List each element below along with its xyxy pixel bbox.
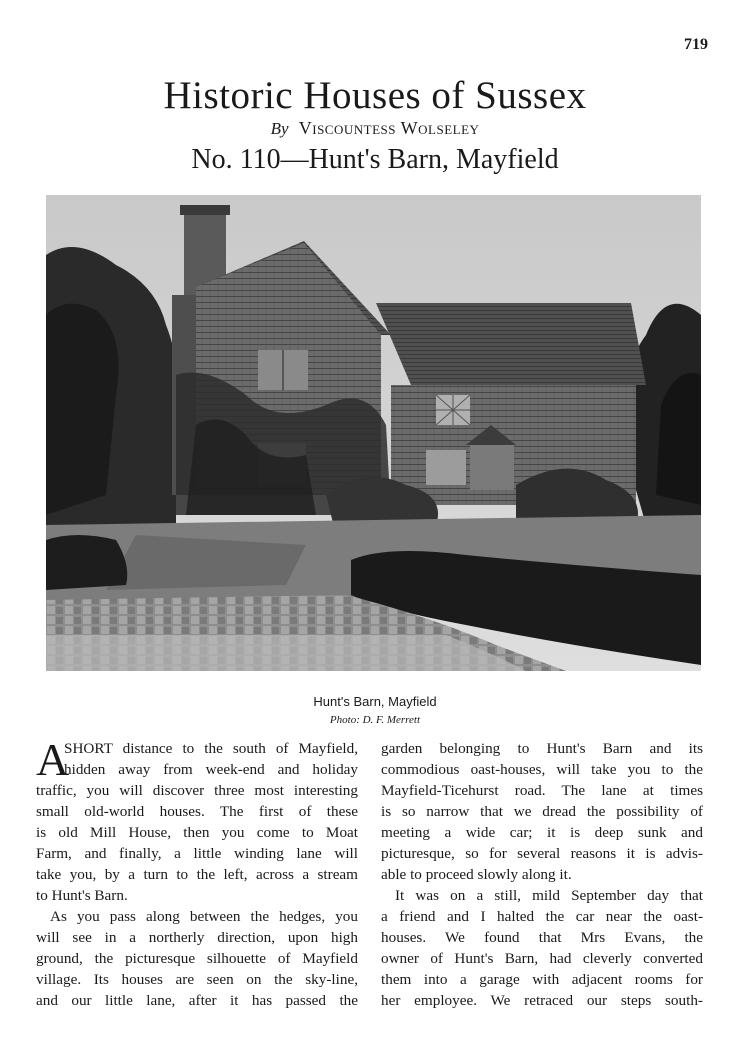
- text-line: houses. We found that Mrs Evans, the: [381, 929, 703, 946]
- photo-credit: Photo: D. F. Merrett: [329, 714, 421, 726]
- third-paragraph: [381, 885, 703, 1011]
- opening-paragraph: [36, 734, 358, 906]
- text-line: meeting a wide car; it is deep sunk and: [381, 824, 703, 841]
- article-subtitle: No. 110—Hunt's Barn, Mayfield: [191, 144, 559, 175]
- text-line: ground, the picturesque silhouette of Mayfield: [36, 950, 358, 967]
- text-line: village. Its houses are seen on the sky-line,: [36, 971, 358, 988]
- text-line: commodious oast-houses, will take you to the: [381, 761, 703, 778]
- text-line: SHORT distance to the south of Mayfield,: [64, 740, 358, 757]
- text-line: and our little lane, after it has passed the: [36, 992, 358, 1009]
- text-line: a friend and I halted the car near the oast-: [381, 908, 703, 925]
- text-line: Farm, and finally, a little winding lane will: [36, 845, 358, 862]
- text-line: to Hunt's Barn.: [36, 887, 128, 904]
- text-line: picturesque, so for several reasons it is advis-: [381, 845, 703, 862]
- text-line: able to proceed slowly along it.: [381, 866, 572, 883]
- text-line: hidden away from week-end and holiday: [64, 761, 358, 778]
- text-line: small old-world houses. The first of these: [36, 803, 358, 820]
- text-line: is so narrow that we dread the possibility of: [381, 803, 703, 820]
- text-line: them into a garage with adjacent rooms for: [381, 971, 703, 988]
- text-line: her employee. We retraced our steps south-: [381, 992, 703, 1009]
- page-number: 719: [684, 36, 708, 53]
- article-title: Historic Houses of Sussex: [163, 74, 587, 117]
- text-line: owner of Hunt's Barn, had cleverly converted: [381, 950, 703, 967]
- text-line: will see in a northerly direction, upon high: [36, 929, 358, 946]
- second-paragraph-continued: [381, 738, 703, 885]
- text-line: As you pass along between the hedges, you: [50, 908, 358, 925]
- text-line: take you, by a turn to the left, across a stream: [36, 866, 358, 883]
- text-line: garden belonging to Hunt's Barn and its: [381, 740, 703, 757]
- text-line: Mayfield-Ticehurst road. The lane at times: [381, 782, 703, 799]
- byline-by: By: [270, 119, 289, 138]
- text-line: is old Mill House, then you come to Moat: [36, 824, 358, 841]
- text-line: traffic, you will discover three most interesting: [36, 782, 358, 799]
- byline-author: Viscountess Wolseley: [298, 118, 480, 138]
- article-column-right: [381, 738, 703, 1011]
- article-column-left: [36, 734, 358, 1011]
- text-line: It was on a still, mild September day that: [395, 887, 703, 904]
- second-paragraph: [36, 906, 358, 1011]
- house-photograph: [46, 195, 701, 671]
- byline: [0, 118, 750, 139]
- drop-cap: A: [36, 734, 70, 785]
- photo-caption: Hunt's Barn, Mayfield: [313, 694, 437, 709]
